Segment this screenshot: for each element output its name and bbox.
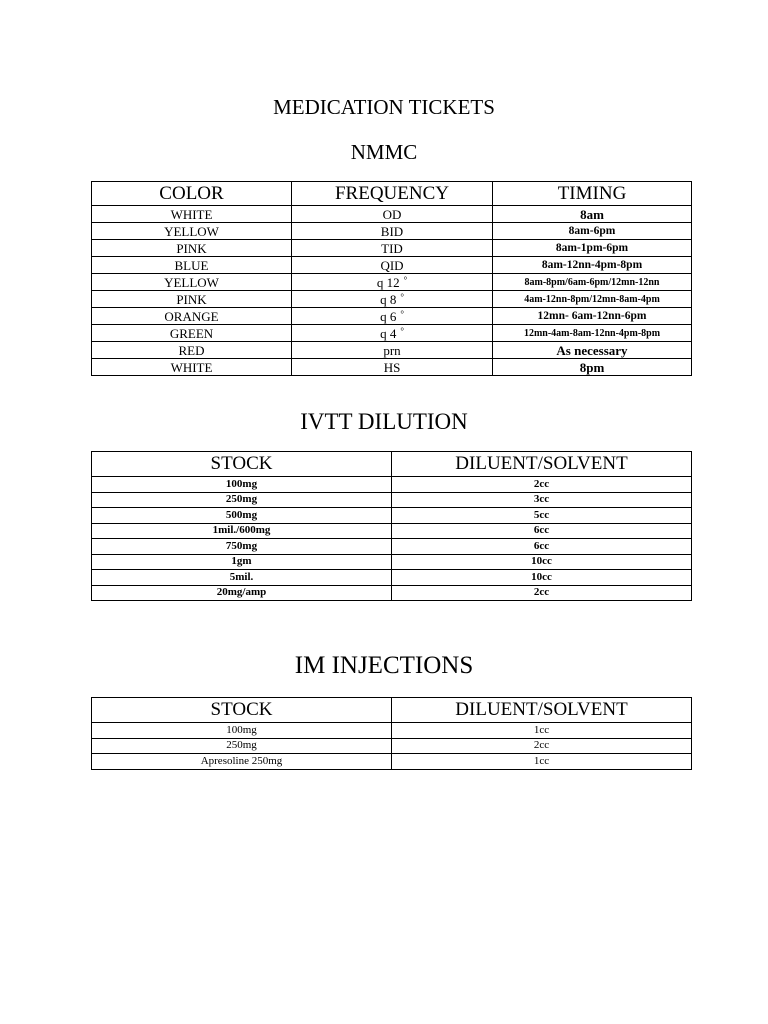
stock-cell: 5mil. bbox=[92, 570, 392, 586]
table-header-row bbox=[92, 182, 692, 206]
stock-cell: 100mg bbox=[92, 723, 392, 739]
im-injections-table bbox=[91, 697, 692, 770]
timing-cell: 8am-6pm bbox=[493, 223, 692, 240]
table-row bbox=[92, 223, 692, 240]
degree-mark: ° bbox=[400, 308, 404, 319]
table-row bbox=[92, 554, 692, 570]
stock-cell: 1mil./600mg bbox=[92, 523, 392, 539]
stock-cell: 250mg bbox=[92, 492, 392, 508]
table-row bbox=[92, 291, 692, 308]
column-header-frequency: FREQUENCY bbox=[292, 182, 493, 206]
frequency-text: q 6 bbox=[380, 308, 397, 324]
timing-cell: 8pm bbox=[493, 359, 692, 376]
frequency-cell: prn bbox=[292, 342, 493, 359]
color-cell: BLUE bbox=[92, 257, 292, 274]
table-row bbox=[92, 585, 692, 601]
im-injections-heading: IM INJECTIONS bbox=[294, 652, 474, 679]
page-title: MEDICATION TICKETS bbox=[273, 95, 495, 119]
diluent-cell: 2cc bbox=[392, 738, 692, 754]
stock-cell: 250mg bbox=[92, 738, 392, 754]
table-row bbox=[92, 342, 692, 359]
timing-cell: 4am-12nn-8pm/12mn-8am-4pm bbox=[493, 291, 692, 308]
color-cell: RED bbox=[92, 342, 292, 359]
column-header-stock: STOCK bbox=[92, 452, 392, 477]
diluent-cell: 2cc bbox=[392, 477, 692, 493]
color-cell: PINK bbox=[92, 291, 292, 308]
stock-cell: 750mg bbox=[92, 539, 392, 555]
table-row bbox=[92, 274, 692, 291]
ivtt-dilution-heading: IVTT DILUTION bbox=[300, 409, 468, 434]
degree-mark: ° bbox=[400, 325, 404, 336]
timing-cell: 8am-12nn-4pm-8pm bbox=[493, 257, 692, 274]
table-row bbox=[92, 523, 692, 539]
diluent-cell: 6cc bbox=[392, 523, 692, 539]
medication-tickets-table bbox=[91, 181, 692, 376]
stock-cell: 20mg/amp bbox=[92, 585, 392, 601]
table-row bbox=[92, 477, 692, 493]
table-row bbox=[92, 257, 692, 274]
color-cell: ORANGE bbox=[92, 308, 292, 325]
timing-cell: 8am-8pm/6am-6pm/12mn-12nn bbox=[493, 274, 692, 291]
frequency-text: q 4 bbox=[380, 325, 397, 341]
color-cell: YELLOW bbox=[92, 274, 292, 291]
column-header-diluent: DILUENT/SOLVENT bbox=[392, 452, 692, 477]
timing-cell: 8am bbox=[493, 206, 692, 223]
color-cell: WHITE bbox=[92, 359, 292, 376]
column-header-diluent: DILUENT/SOLVENT bbox=[392, 698, 692, 723]
stock-cell: Apresoline 250mg bbox=[92, 754, 392, 770]
column-header-stock: STOCK bbox=[92, 698, 392, 723]
frequency-cell bbox=[292, 291, 493, 308]
timing-cell: 12mn- 6am-12nn-6pm bbox=[493, 308, 692, 325]
stock-cell: 1gm bbox=[92, 554, 392, 570]
frequency-cell: OD bbox=[292, 206, 493, 223]
color-cell: WHITE bbox=[92, 206, 292, 223]
diluent-cell: 1cc bbox=[392, 723, 692, 739]
frequency-cell: QID bbox=[292, 257, 493, 274]
column-header-color: COLOR bbox=[92, 182, 292, 206]
frequency-cell bbox=[292, 308, 493, 325]
diluent-cell: 10cc bbox=[392, 554, 692, 570]
table-header-row bbox=[92, 698, 692, 723]
table-row bbox=[92, 359, 692, 376]
frequency-cell: BID bbox=[292, 223, 493, 240]
table-row bbox=[92, 308, 692, 325]
table-header-row bbox=[92, 452, 692, 477]
degree-mark: ° bbox=[403, 274, 408, 285]
column-header-timing: TIMING bbox=[493, 182, 692, 206]
frequency-cell bbox=[292, 274, 493, 291]
table-row bbox=[92, 738, 692, 754]
table-row bbox=[92, 508, 692, 524]
color-cell: YELLOW bbox=[92, 223, 292, 240]
diluent-cell: 5cc bbox=[392, 508, 692, 524]
frequency-cell: TID bbox=[292, 240, 493, 257]
table-row bbox=[92, 723, 692, 739]
table-row bbox=[92, 240, 692, 257]
timing-cell: 8am-1pm-6pm bbox=[493, 240, 692, 257]
ivtt-dilution-table bbox=[91, 451, 692, 601]
diluent-cell: 6cc bbox=[392, 539, 692, 555]
table-row bbox=[92, 539, 692, 555]
table-row bbox=[92, 492, 692, 508]
diluent-cell: 1cc bbox=[392, 754, 692, 770]
timing-cell: 12mn-4am-8am-12nn-4pm-8pm bbox=[493, 325, 692, 342]
timing-cell: As necessary bbox=[493, 342, 692, 359]
stock-cell: 100mg bbox=[92, 477, 392, 493]
diluent-cell: 3cc bbox=[392, 492, 692, 508]
stock-cell: 500mg bbox=[92, 508, 392, 524]
table-row bbox=[92, 325, 692, 342]
frequency-text: q 12 bbox=[376, 274, 400, 290]
hospital-name: NMMC bbox=[350, 140, 418, 164]
color-cell: GREEN bbox=[92, 325, 292, 342]
degree-mark: ° bbox=[400, 291, 404, 302]
table-row bbox=[92, 754, 692, 770]
frequency-text: q 8 bbox=[380, 291, 397, 307]
diluent-cell: 2cc bbox=[392, 585, 692, 601]
table-row bbox=[92, 570, 692, 586]
table-row bbox=[92, 206, 692, 223]
frequency-cell: HS bbox=[292, 359, 493, 376]
diluent-cell: 10cc bbox=[392, 570, 692, 586]
color-cell: PINK bbox=[92, 240, 292, 257]
frequency-cell bbox=[292, 325, 493, 342]
